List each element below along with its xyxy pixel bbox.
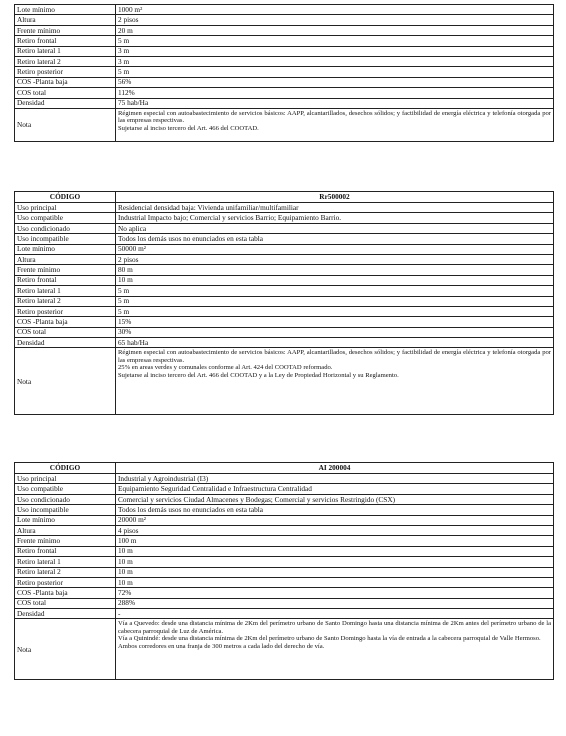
row-label: Retiro frontal [15,275,116,285]
row-value: 20000 m² [116,515,554,525]
table-row [15,46,554,56]
table-row [15,296,554,306]
row-label: Retiro lateral 1 [15,557,116,567]
table-row [15,234,554,244]
table-row [15,15,554,25]
row-value: - [116,609,554,619]
table-row [15,327,554,337]
row-label: Retiro frontal [15,36,116,46]
table-row [15,77,554,87]
row-value: 5 m [116,286,554,296]
row-label: COS total [15,598,116,608]
row-label: Retiro lateral 2 [15,56,116,66]
row-label: Frente mínimo [15,265,116,275]
row-label: Uso incompatible [15,234,116,244]
row-label: Uso principal [15,203,116,213]
note-paragraph: Sujetarse al inciso tercero del Art. 466 del COOTAD y a la Ley de Propiedad Horizontal y su Reglamento. [118,371,399,379]
row-label: Uso compatible [15,484,116,494]
note-paragraph: 25% en areas verdes y comunales conforme al Art. 424 del COOTAD reformado. [118,364,333,372]
row-label: Altura [15,254,116,264]
table-row [15,254,554,264]
row-value: 20 m [116,25,554,35]
row-value: 100 m [116,536,554,546]
row-label: Altura [15,15,116,25]
table-row [15,25,554,35]
row-label: COS -Planta baja [15,588,116,598]
note-label: Nota [15,108,116,141]
table-row [15,609,554,619]
row-value: Comercial y servicios Ciudad Almacenes y Bodegas; Comercial y servicios Restringido (CSX) [116,494,554,504]
note-row [15,108,554,141]
table-row [15,306,554,316]
row-label: Frente mínimo [15,536,116,546]
row-value: 3 m [116,56,554,66]
row-label: COS -Planta baja [15,77,116,87]
row-label: Lote mínimo [15,244,116,254]
table-row [15,484,554,494]
note-paragraph: Régimen especial con autoabastecimiento de servicios básicos: AAPP, alcantarillados, desechos sólidos; y factibilidad de energía eléctrica y telefonía otorgada por las empresas respectivas. [118,349,551,364]
code-label: CÓDIGO [15,463,116,474]
row-label: Retiro frontal [15,546,116,556]
row-value: No aplica [116,223,554,233]
table-row [15,577,554,587]
row-label: Densidad [15,609,116,619]
table-row [15,557,554,567]
table-header-row [15,192,554,203]
row-value: Industrial Impacto bajo; Comercial y servicios Barrio; Equipamiento Barrio. [116,213,554,223]
row-value: 10 m [116,567,554,577]
table-row [15,567,554,577]
row-value: 65 hab/Ha [116,338,554,348]
row-value: 288% [116,598,554,608]
table-row [15,36,554,46]
table-row [15,203,554,213]
row-label: Retiro lateral 1 [15,286,116,296]
zoning-table-1 [14,4,554,142]
table-row [15,525,554,535]
row-value: 56% [116,77,554,87]
note-paragraph: Sujetarse al inciso tercero del Art. 466 del COOTAD. [118,124,259,132]
row-label: Densidad [15,338,116,348]
row-value: 10 m [116,275,554,285]
row-value: 30% [116,327,554,337]
note-row [15,619,554,680]
row-value: 15% [116,317,554,327]
row-label: Uso incompatible [15,505,116,515]
note-paragraph: Vía a Quevedo: desde una distancia mínima de 2Km del perímetro urbano de Santo Domingo hasta una distancia mínima de 2Km antes del perímetro urbano de la cabecera parroquial de Luz de América. [118,620,551,635]
row-value: 5 m [116,296,554,306]
row-value: 2 pisos [116,254,554,264]
table-header-row [15,463,554,474]
table-row [15,265,554,275]
row-label: Retiro posterior [15,306,116,316]
table-row [15,244,554,254]
row-value: 10 m [116,546,554,556]
table-row [15,474,554,484]
row-value: 10 m [116,577,554,587]
note-paragraph: Vía a Quinindé: desde una distancia mínima de 2Km del perímetro urbano de Santo Domingo hasta la vía de entrada a la cabecera parroquial de Valle Hermoso. [118,635,541,643]
zoning-table-3-body [15,463,554,680]
row-label: Uso condicionado [15,223,116,233]
row-value: Residencial densidad baja: Vivienda unifamiliar/multifamiliar [116,203,554,213]
row-label: Retiro lateral 1 [15,46,116,56]
row-label: Uso condicionado [15,494,116,504]
table-row [15,56,554,66]
table-row [15,213,554,223]
row-label: Retiro posterior [15,67,116,77]
table-row [15,546,554,556]
table-row [15,98,554,108]
table-row [15,588,554,598]
zone-code: AI 200004 [116,463,554,474]
row-label: Densidad [15,98,116,108]
table-row [15,505,554,515]
row-value: 10 m [116,557,554,567]
zoning-table-3 [14,462,554,680]
row-label: Uso compatible [15,213,116,223]
row-value: 75 hab/Ha [116,98,554,108]
table-row [15,317,554,327]
table-row [15,67,554,77]
table-row [15,275,554,285]
note-text [116,108,554,141]
row-label: COS -Planta baja [15,317,116,327]
table-row [15,536,554,546]
table-row [15,5,554,15]
row-label: Frente mínimo [15,25,116,35]
table-row [15,88,554,98]
table-row [15,338,554,348]
note-text [116,619,554,680]
note-label: Nota [15,348,116,415]
table-row [15,286,554,296]
row-value: 72% [116,588,554,598]
row-value: 112% [116,88,554,98]
row-value: 80 m [116,265,554,275]
zoning-table-2 [14,191,554,415]
row-value: 5 m [116,67,554,77]
table-row [15,223,554,233]
row-value: 3 m [116,46,554,56]
row-label: Uso principal [15,474,116,484]
row-value: 5 m [116,36,554,46]
row-label: Lote mínimo [15,5,116,15]
row-label: Altura [15,525,116,535]
row-label: Retiro lateral 2 [15,296,116,306]
note-paragraph: Ambos corredores en una franja de 300 metros a cada lado del derecho de vía. [118,642,325,650]
table-row [15,598,554,608]
row-label: Retiro lateral 2 [15,567,116,577]
row-value: 1000 m² [116,5,554,15]
row-value: Industrial y Agroindustrial (I3) [116,474,554,484]
row-label: Lote mínimo [15,515,116,525]
row-value: Todos los demás usos no enunciados en esta tabla [116,234,554,244]
zoning-table-2-body [15,192,554,415]
note-text [116,348,554,415]
row-label: COS total [15,88,116,98]
note-label: Nota [15,619,116,680]
row-value: 5 m [116,306,554,316]
row-value: Equipamiento Seguridad Centralidad e Infraestructura Centralidad [116,484,554,494]
row-value: 2 pisos [116,15,554,25]
zone-code: Rr500002 [116,192,554,203]
zoning-table-1-body [15,5,554,142]
row-value: Todos los demás usos no enunciados en esta tabla [116,505,554,515]
note-row [15,348,554,415]
row-label: Retiro posterior [15,577,116,587]
row-label: COS total [15,327,116,337]
code-label: CÓDIGO [15,192,116,203]
row-value: 4 pisos [116,525,554,535]
note-paragraph: Régimen especial con autoabastecimiento de servicios básicos: AAPP, alcantarillados, desechos sólidos; y factibilidad de energía eléctrica y telefonía otorgada por las empresas respectivas. [118,109,551,125]
table-row [15,494,554,504]
row-value: 50000 m² [116,244,554,254]
table-row [15,515,554,525]
